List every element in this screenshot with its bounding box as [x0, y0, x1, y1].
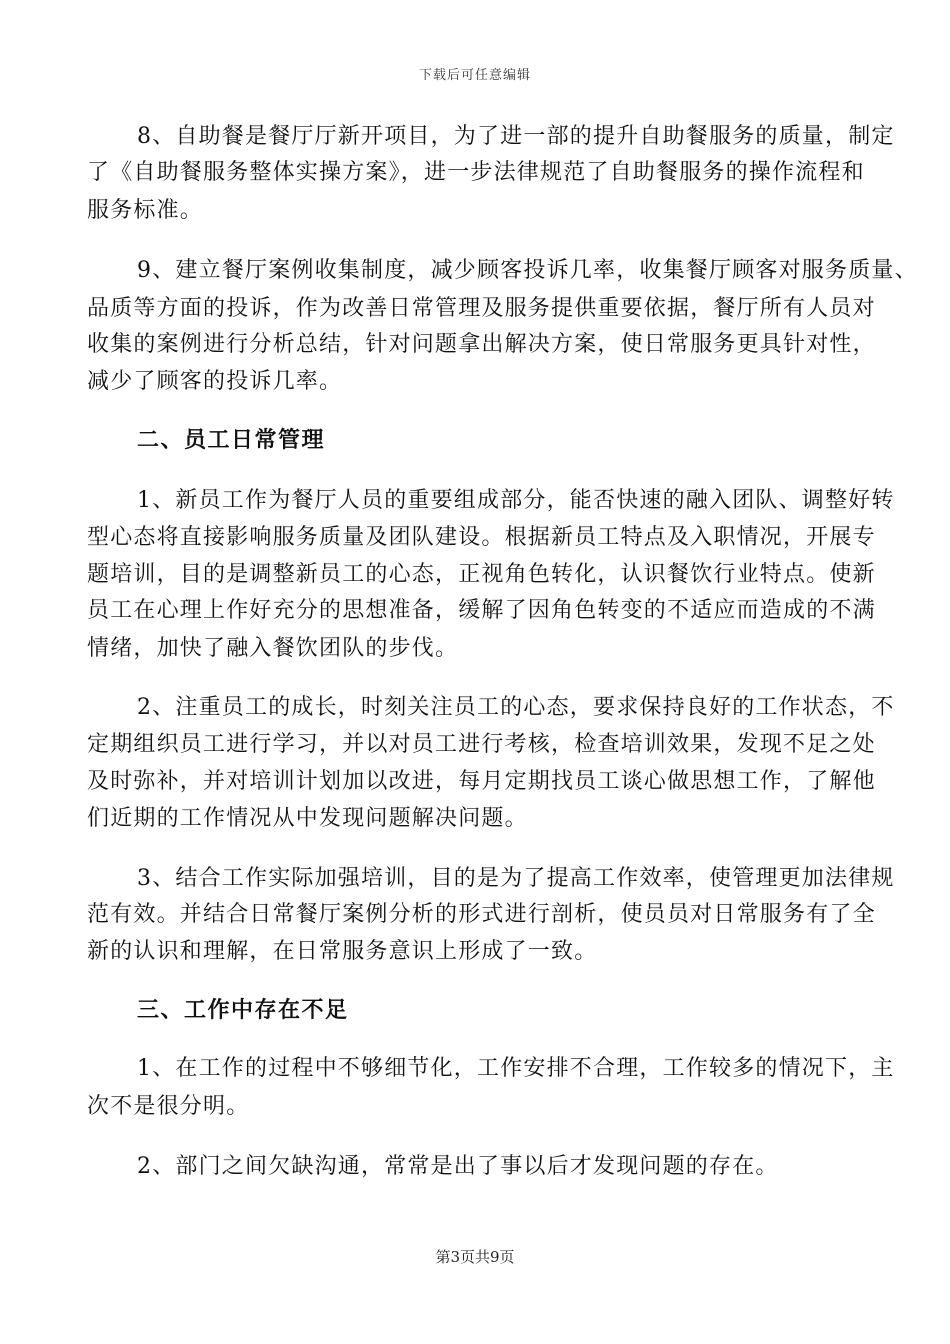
paragraph-line: 收集的案例进行分析总结，针对问题拿出解决方案，使日常服务更具针对性， [87, 332, 876, 357]
paragraph-line: 情绪，加快了融入餐饮团队的步伐。 [87, 636, 459, 661]
paragraph-line: 及时弥补，并对培训计划加以改进，每月定期找员工谈心做思想工作，了解他 [87, 769, 876, 794]
paragraph-line: 2、注重员工的成长，时刻关注员工的心态，要求保持良好的工作状态，不 [137, 695, 895, 720]
paragraph-line: 1、在工作的过程中不够细节化，工作安排不合理，工作较多的情况下，主 [137, 1056, 895, 1081]
paragraph-line: 次不是很分明。 [87, 1094, 250, 1119]
paragraph-line: 定期组织员工进行学习，并以对员工进行考核，检查培训效果，发现不足之处 [87, 732, 876, 757]
section-heading: 三、工作中存在不足 [137, 998, 349, 1023]
page-header: 下载后可任意编辑 [418, 68, 531, 83]
paragraph-line: 2、部门之间欠缺沟通，常常是出了事以后才发现问题的存在。 [137, 1154, 779, 1179]
paragraph-line: 范有效。并结合日常餐厅案例分析的形式进行剖析，使员员对日常服务有了全 [87, 902, 876, 927]
paragraph-line: 员工在心理上作好充分的思想准备，缓解了因角色转变的不适应而造成的不满 [87, 598, 876, 623]
paragraph-line: 8、自助餐是餐厅厅新开项目，为了进一部的提升自助餐服务的质量，制定 [137, 124, 895, 149]
section-heading: 二、员工日常管理 [137, 428, 326, 453]
paragraph-line: 新的认识和理解，在日常服务意识上形成了一致。 [87, 939, 598, 964]
paragraph-line: 了《自助餐服务整体实操方案》，进一步法律规范了自助餐服务的操作流程和 [87, 160, 865, 185]
paragraph-line: 1、新员工作为餐厅人员的重要组成部分，能否快速的融入团队、调整好转 [137, 488, 895, 513]
paragraph-line: 品质等方面的投诉，作为改善日常管理及服务提供重要依据，餐厅所有人员对 [87, 296, 876, 321]
page-footer: 第3页共9页 [435, 1248, 515, 1266]
paragraph-line: 题培训，目的是调整新员工的心态，正视角色转化，认识餐饮行业特点。使新 [87, 562, 876, 587]
paragraph-line: 减少了顾客的投诉几率。 [87, 369, 343, 394]
paragraph-line: 服务标准。 [87, 198, 204, 223]
paragraph-line: 们近期的工作情况从中发现问题解决问题。 [87, 806, 528, 831]
paragraph-line: 3、结合工作实际加强培训，目的是为了提高工作效率，使管理更加法律规 [137, 866, 895, 891]
paragraph-line: 型心态将直接影响服务质量及团队建设。根据新员工特点及入职情况，开展专 [87, 525, 876, 550]
paragraph-line: 9、建立餐厅案例收集制度，减少顾客投诉几率，收集餐厅顾客对服务质量、 [137, 258, 918, 283]
